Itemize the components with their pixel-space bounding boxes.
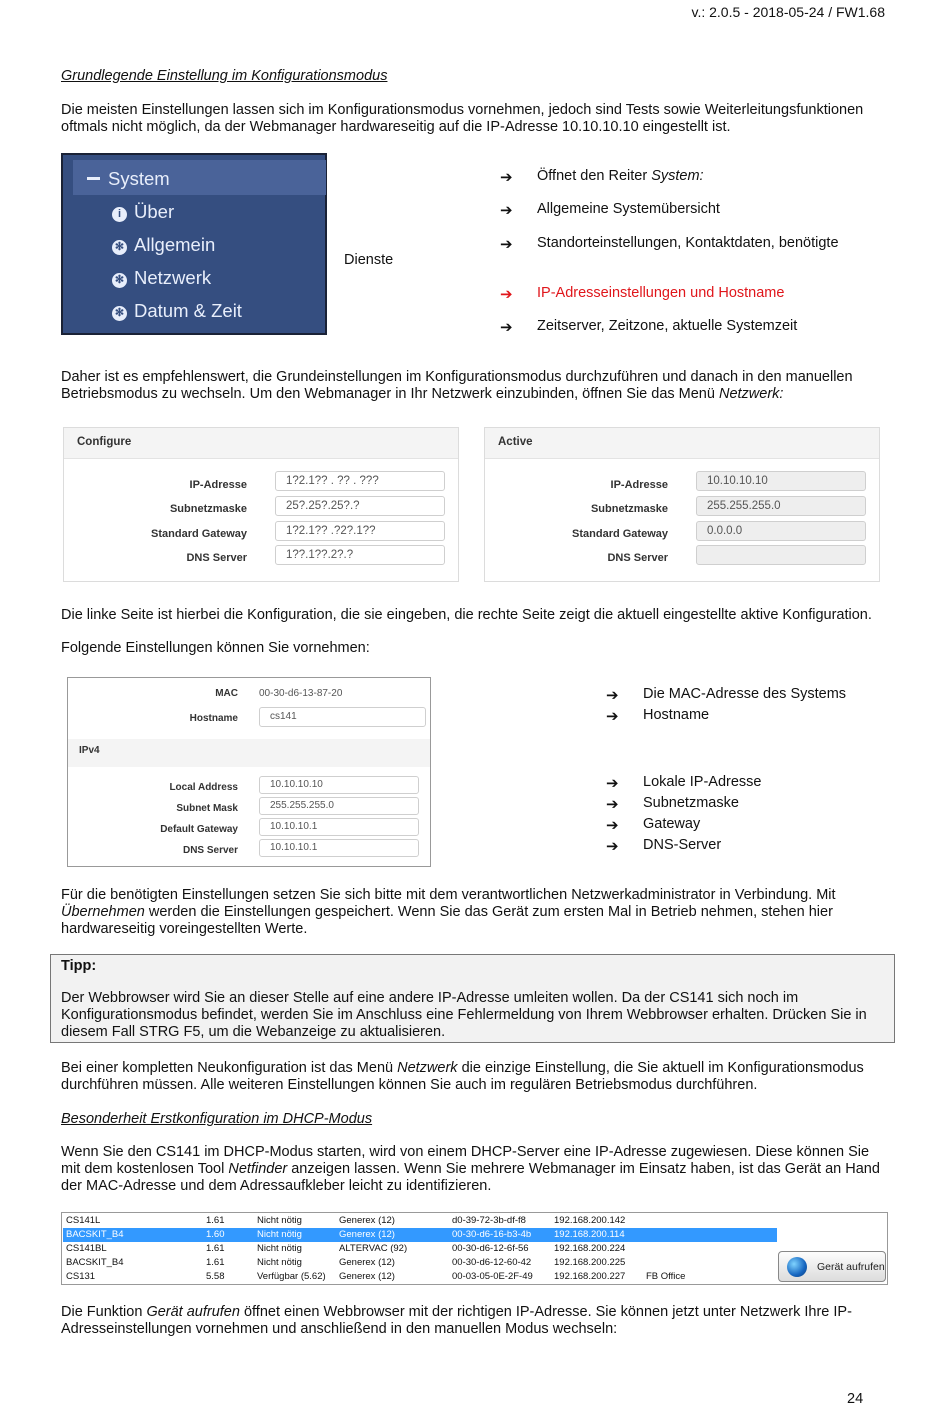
para6-text: Bei einer kompletten Neukonfiguration ist das Menü	[61, 1060, 398, 1076]
cell: CS141L	[66, 1215, 101, 1226]
menu-item-label: Datum & Zeit	[134, 300, 242, 321]
system-title-label: System	[108, 168, 170, 189]
act-ip-field: 10.10.10.10	[696, 471, 866, 491]
cfg-gateway-input[interactable]: 1?2.1?? .?2?.1??	[275, 521, 445, 541]
tip-line-3: diesem Fall STRG F5, um die Webanzeige zu aktualisieren.	[61, 1024, 446, 1040]
hostname-input[interactable]: cs141	[259, 707, 426, 727]
cell: 1.61	[206, 1243, 225, 1254]
cell: 192.168.200.224	[554, 1243, 626, 1254]
cell: Generex (12)	[339, 1271, 395, 1282]
cell: 192.168.200.225	[554, 1257, 626, 1268]
local-address-label: Local Address	[169, 782, 238, 793]
cfg-ip-input[interactable]: 1?2.1?? . ?? . ???	[275, 471, 445, 491]
default-gateway-label: Default Gateway	[160, 824, 238, 835]
device-row[interactable]	[63, 1214, 777, 1228]
gear-icon: ✻	[112, 306, 127, 321]
dienste-label: Dienste	[344, 252, 394, 268]
system-menu-screenshot	[61, 153, 327, 335]
act-subnet-field: 255.255.255.0	[696, 496, 866, 516]
dns-server-label: DNS Server	[182, 845, 238, 856]
cell: Nicht nötig	[257, 1215, 302, 1226]
arrow-icon: ➔	[500, 318, 513, 336]
section2-text: anzeigen lassen. Wenn Sie mehrere Webmanager im Einsatz haben, ist das Gerät an Hand	[287, 1161, 880, 1177]
ipv4-section-bar	[68, 739, 430, 767]
gear-icon: ✻	[112, 273, 127, 288]
desc-mac: Die MAC-Adresse des Systems	[643, 686, 847, 702]
gear-icon: ✻	[112, 240, 127, 255]
section-heading-config: Grundlegende Einstellung im Konfigurationsmodus	[61, 68, 388, 84]
para5-line-3: hardwareseitig voreingestellten Werte.	[61, 921, 308, 937]
cell: 192.168.200.227	[554, 1271, 626, 1282]
para7-italic: Gerät aufrufen	[146, 1304, 240, 1320]
active-title: Active	[498, 436, 533, 448]
mac-value: 00-30-d6-13-87-20	[259, 688, 343, 699]
configure-title: Configure	[77, 436, 132, 448]
menu-item-label: Über	[134, 201, 175, 222]
desc-general: Standorteinstellungen, Kontaktdaten, benötigte	[537, 235, 839, 251]
system-menu-title[interactable]	[87, 168, 170, 190]
cell: 00-30-d6-12-6f-56	[452, 1243, 529, 1254]
geraet-aufrufen-label: Gerät aufrufen	[817, 1261, 885, 1273]
cell: 00-30-d6-16-b3-4b	[452, 1229, 532, 1240]
menu-item-label: Allgemein	[134, 234, 216, 255]
cell: Generex (12)	[339, 1257, 395, 1268]
desc-datetime: Zeitserver, Zeitzone, aktuelle Systemzeit	[537, 318, 798, 334]
subnet-mask-input[interactable]: 255.255.255.0	[259, 797, 419, 815]
cfg-subnet-input[interactable]: 25?.25?.25?.?	[275, 496, 445, 516]
para4: Folgende Einstellungen können Sie vornehmen:	[61, 640, 370, 656]
cfg-dns-input[interactable]: 1??.1??.2?.?	[275, 545, 445, 565]
tip-line-2: Konfigurationsmodus befindet, werden Sie im Anschluss eine Fehlermeldung von Ihrem Webbrowser erhalten. Drücken Sie in	[61, 1007, 867, 1023]
mac-ipv4-panel	[67, 677, 431, 867]
section2-italic: Netfinder	[228, 1161, 288, 1177]
intro-line-1: Die meisten Einstellungen lassen sich im Konfigurationsmodus vornehmen, jedoch sind Tests sowie Weiterleitungsfunktionen	[61, 102, 864, 118]
act-gateway-field: 0.0.0.0	[696, 521, 866, 541]
configure-panel	[63, 427, 459, 582]
mac-label: MAC	[215, 688, 238, 699]
cell: Generex (12)	[339, 1215, 395, 1226]
para7-text: öffnet einen Webbrowser mit der richtigen IP-Adresse. Sie können jetzt unter Netzwerk Ihre IP-	[239, 1304, 852, 1320]
act-dns-field	[696, 545, 866, 565]
subnet-mask-label: Subnet Mask	[176, 803, 238, 814]
arrow-icon: ➔	[606, 816, 619, 834]
tip-box	[50, 954, 895, 1043]
section2-line-2	[61, 1161, 880, 1178]
para5-line-1: Für die benötigten Einstellungen setzen Sie sich bitte mit dem verantwortlichen Netzwerkadministrator in Verbindung. Mit	[61, 887, 836, 903]
para7-text: Die Funktion	[61, 1304, 147, 1320]
desc-system-tab	[537, 168, 704, 185]
para2-line-1: Daher ist es empfehlenswert, die Grundeinstellungen im Konfigurationsmodus durchzuführen und danach in den manuellen	[61, 369, 853, 385]
act-dns-label: DNS Server	[607, 552, 668, 564]
act-ip-label: IP-Adresse	[610, 479, 668, 491]
desc-overview: Allgemeine Systemübersicht	[537, 201, 720, 217]
act-subnet-label: Subnetzmaske	[590, 503, 668, 515]
cell: CS141BL	[66, 1243, 107, 1254]
collapse-icon	[87, 177, 100, 180]
menu-item-allgemein[interactable]	[112, 234, 215, 256]
local-address-input[interactable]: 10.10.10.10	[259, 776, 419, 794]
cell: 192.168.200.142	[554, 1215, 626, 1226]
device-row-selected[interactable]	[63, 1228, 777, 1242]
arrow-icon: ➔	[606, 774, 619, 792]
geraet-aufrufen-button[interactable]	[778, 1251, 886, 1282]
para5-line-2	[61, 904, 833, 921]
cfg-dns-label: DNS Server	[186, 552, 247, 564]
menu-item-netzwerk[interactable]	[112, 267, 211, 289]
cell: 00-30-d6-12-60-42	[452, 1257, 532, 1268]
desc-hostname: Hostname	[643, 707, 710, 723]
para7-line-2: Adresseinstellungen vornehmen und anschließend in den manuellen Modus wechseln:	[61, 1321, 618, 1337]
configure-panel-header	[64, 428, 458, 459]
cfg-subnet-label: Subnetzmaske	[169, 503, 247, 515]
section2-line-1: Wenn Sie den CS141 im DHCP-Modus starten, wird von einem DHCP-Server eine IP-Adresse zugewiesen. Diese können Sie	[61, 1144, 870, 1160]
active-panel-header	[485, 428, 879, 459]
para3: Die linke Seite ist hierbei die Konfiguration, die sie eingeben, die rechte Seite zeigt die aktuell eingestellte aktive Konfiguration.	[61, 607, 872, 623]
cell: 192.168.200.114	[554, 1229, 625, 1240]
device-row[interactable]	[63, 1256, 777, 1270]
section2-line-3: der MAC-Adresse und dem Adressaufkleber leicht zu identifizieren.	[61, 1178, 492, 1194]
desc-text: Öffnet den Reiter	[537, 168, 652, 184]
para7-line-1	[61, 1304, 852, 1321]
para2-text: Betriebsmodus zu wechseln. Um den Webmanager in Ihr Netzwerk einzubinden, öffnen Sie das Menü	[61, 386, 719, 402]
tip-line-1: Der Webbrowser wird Sie an dieser Stelle auf eine andere IP-Adresse umleiten wollen. Da der CS141 sich noch im	[61, 990, 799, 1006]
menu-item-ueber[interactable]	[112, 201, 174, 223]
arrow-icon: ➔	[606, 686, 619, 704]
arrow-icon: ➔	[606, 837, 619, 855]
desc-gateway: Gateway	[643, 816, 701, 832]
section-heading-dhcp: Besonderheit Erstkonfiguration im DHCP-Modus	[61, 1111, 373, 1127]
cell: Nicht nötig	[257, 1229, 302, 1240]
section2-text: mit dem kostenlosen Tool	[61, 1161, 229, 1177]
arrow-icon: ➔	[500, 168, 513, 186]
arrow-icon: ➔	[606, 795, 619, 813]
arrow-icon: ➔	[500, 201, 513, 219]
intro-line-2: oftmals nicht möglich, da der Webmanager hardwareseitig auf die IP-Adresse 10.10.10.10 eingestellt ist.	[61, 119, 731, 135]
para5-text: werden die Einstellungen gespeichert. Wenn Sie das Gerät zum ersten Mal in Betrieb nehmen, stehen hier	[144, 904, 833, 920]
desc-italic: System:	[651, 168, 704, 184]
cfg-gateway-label: Standard Gateway	[151, 528, 247, 540]
dns-server-input[interactable]: 10.10.10.1	[259, 839, 419, 857]
act-gateway-label: Standard Gateway	[572, 528, 668, 540]
para6-line-1	[61, 1060, 864, 1077]
cell: 1.61	[206, 1257, 225, 1268]
cell: Nicht nötig	[257, 1243, 302, 1254]
menu-item-datum-zeit[interactable]	[112, 300, 242, 322]
ipv4-title: IPv4	[79, 745, 100, 756]
cell: 1.61	[206, 1215, 225, 1226]
cell: Verfügbar (5.62)	[257, 1271, 326, 1282]
cell: 1.60	[206, 1229, 225, 1240]
arrow-icon: ➔	[606, 707, 619, 725]
cell: ALTERVAC (92)	[339, 1243, 408, 1254]
tip-title: Tipp:	[61, 958, 97, 974]
cell: d0-39-72-3b-df-f8	[452, 1215, 526, 1226]
menu-item-label: Netzwerk	[134, 267, 212, 288]
para5-italic: Übernehmen	[61, 904, 145, 920]
desc-local-ip: Lokale IP-Adresse	[643, 774, 762, 790]
cfg-ip-label: IP-Adresse	[189, 479, 247, 491]
globe-icon	[787, 1257, 807, 1277]
cell: BACSKIT_B4	[66, 1257, 124, 1268]
arrow-icon: ➔	[500, 235, 513, 253]
cell: BACSKIT_B4	[66, 1229, 124, 1240]
cell: FB Office	[646, 1271, 686, 1282]
cell: 00-03-05-0E-2F-49	[452, 1271, 533, 1282]
cell: CS131	[66, 1271, 96, 1282]
para2-italic: Netzwerk:	[718, 386, 784, 402]
cell: 5.58	[206, 1271, 225, 1282]
para2-line-2	[61, 386, 783, 403]
para6-line-2: durchführen müssen. Alle weiteren Einstellungen können Sie auch im regulären Betriebsmodus durchführen.	[61, 1077, 758, 1093]
para6-italic: Netzwerk	[397, 1060, 458, 1076]
desc-network: IP-Adresseinstellungen und Hostname	[537, 285, 785, 301]
netfinder-device-list	[61, 1212, 888, 1285]
arrow-icon-red: ➔	[500, 285, 513, 303]
default-gateway-input[interactable]: 10.10.10.1	[259, 818, 419, 836]
desc-subnet: Subnetzmaske	[643, 795, 739, 811]
hostname-label: Hostname	[189, 713, 238, 724]
device-row[interactable]	[63, 1242, 777, 1256]
desc-dns: DNS-Server	[643, 837, 722, 853]
active-panel	[484, 427, 880, 582]
info-icon: i	[112, 207, 127, 222]
device-row[interactable]	[63, 1270, 777, 1284]
para6-text: die einzige Einstellung, die Sie aktuell im Konfigurationsmodus	[457, 1060, 864, 1076]
cell: Nicht nötig	[257, 1257, 302, 1268]
version-header: v.: 2.0.5 - 2018-05-24 / FW1.68	[691, 4, 885, 20]
cell: Generex (12)	[339, 1229, 395, 1240]
page-number: 24	[847, 1391, 864, 1407]
